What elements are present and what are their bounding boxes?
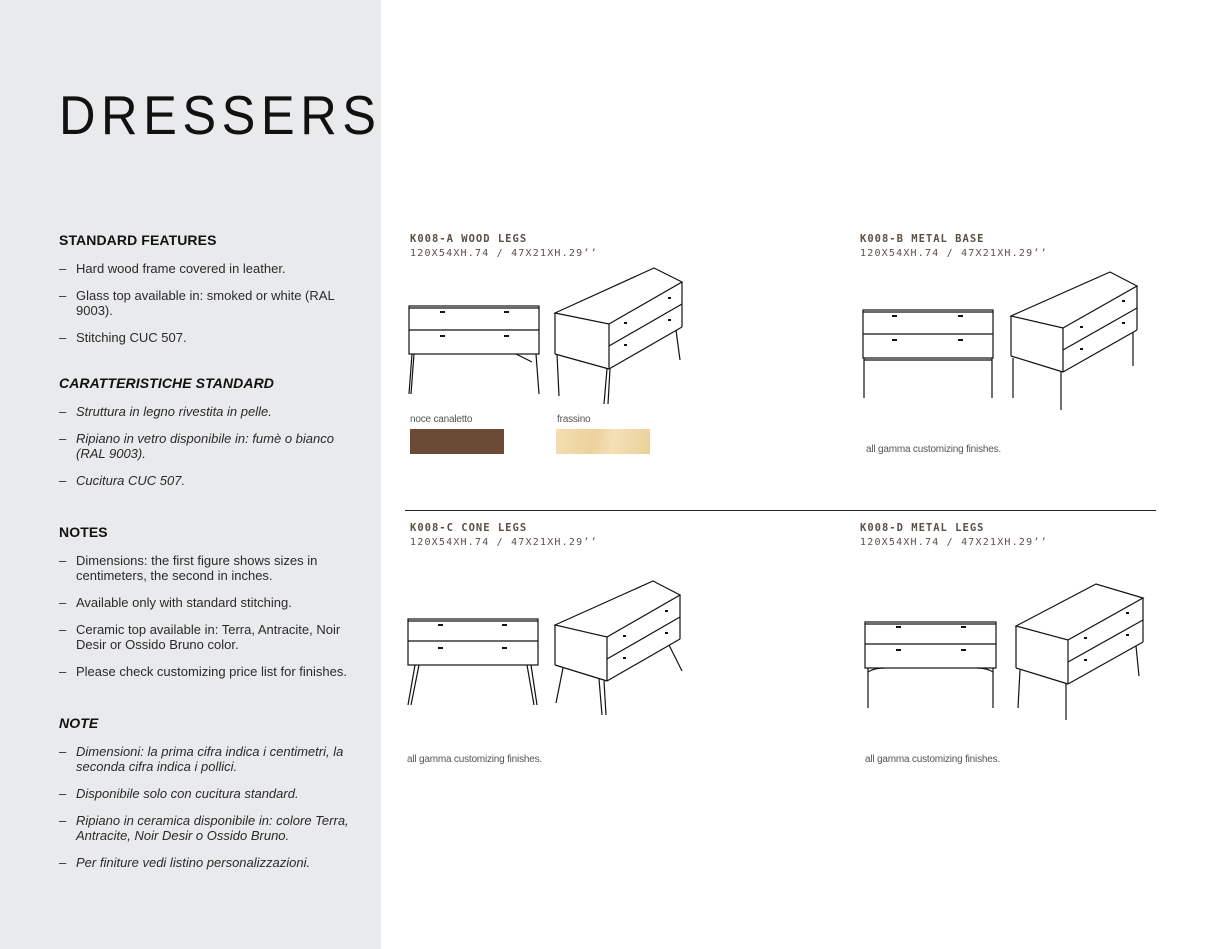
list-item: – Glass top available in: smoked or white (RAL 9003). (59, 288, 359, 318)
list-item: – Per finiture vedi listino personalizzazioni. (59, 855, 359, 870)
finish-note: all gamma customizing finishes. (407, 754, 542, 765)
list-item: – Dimensions: the first figure shows sizes in centimeters, the second in inches. (59, 553, 359, 583)
list-item: – Ripiano in ceramica disponibile in: colore Terra, Antracite, Noir Desir o Ossido Bruno. (59, 813, 359, 843)
product-dimensions: 120X54XH.74 / 47X21XH.29’’ (860, 248, 1048, 259)
product-k008-c (410, 522, 598, 548)
section-heading: NOTE (59, 715, 99, 731)
section-caratteristiche-standard (59, 375, 359, 500)
list-item: – Ripiano in vetro disponibile in: fumè o bianco (RAL 9003). (59, 431, 359, 461)
section-notes (59, 524, 359, 691)
swatch-label-noce: noce canaletto (410, 414, 473, 425)
page-title: DRESSERS (59, 84, 382, 146)
section-heading: NOTES (59, 524, 108, 540)
product-dimensions: 120X54XH.74 / 47X21XH.29’’ (410, 537, 598, 548)
dresser-wood-legs-drawing (404, 264, 689, 410)
list-item: – Hard wood frame covered in leather. (59, 261, 359, 276)
list-item: – Available only with standard stitching. (59, 595, 359, 610)
section-heading: STANDARD FEATURES (59, 232, 217, 248)
product-code: K008-D METAL LEGS (860, 522, 985, 534)
swatch-label-frassino: frassino (557, 414, 591, 425)
swatch-noce-canaletto (410, 429, 504, 454)
product-dimensions: 120X54XH.74 / 47X21XH.29’’ (410, 248, 598, 259)
product-k008-b (860, 233, 1048, 259)
product-code: K008-A WOOD LEGS (410, 233, 528, 245)
finish-note: all gamma customizing finishes. (866, 444, 1001, 455)
section-heading: CARATTERISTICHE STANDARD (59, 375, 274, 391)
product-k008-a (410, 233, 598, 259)
finish-note: all gamma customizing finishes. (865, 754, 1000, 765)
dresser-metal-base-drawing (858, 268, 1143, 414)
divider (405, 510, 1156, 511)
product-dimensions: 120X54XH.74 / 47X21XH.29’’ (860, 537, 1048, 548)
product-code: K008-B METAL BASE (860, 233, 985, 245)
section-standard-features (59, 232, 359, 357)
list-item: – Cucitura CUC 507. (59, 473, 359, 488)
product-code: K008-C CONE LEGS (410, 522, 528, 534)
list-item: – Dimensioni: la prima cifra indica i centimetri, la seconda cifra indica i pollici. (59, 744, 359, 774)
list-item: – Struttura in legno rivestita in pelle. (59, 404, 359, 419)
list-item: – Stitching CUC 507. (59, 330, 359, 345)
list-item: – Ceramic top available in: Terra, Antracite, Noir Desir or Ossido Bruno color. (59, 622, 359, 652)
dresser-metal-legs-drawing (860, 580, 1150, 726)
list-item: – Please check customizing price list for finishes. (59, 664, 359, 679)
section-note (59, 715, 359, 882)
dresser-cone-legs-drawing (403, 577, 688, 723)
swatch-frassino (556, 429, 650, 454)
list-item: – Disponibile solo con cucitura standard. (59, 786, 359, 801)
product-k008-d (860, 522, 1048, 548)
